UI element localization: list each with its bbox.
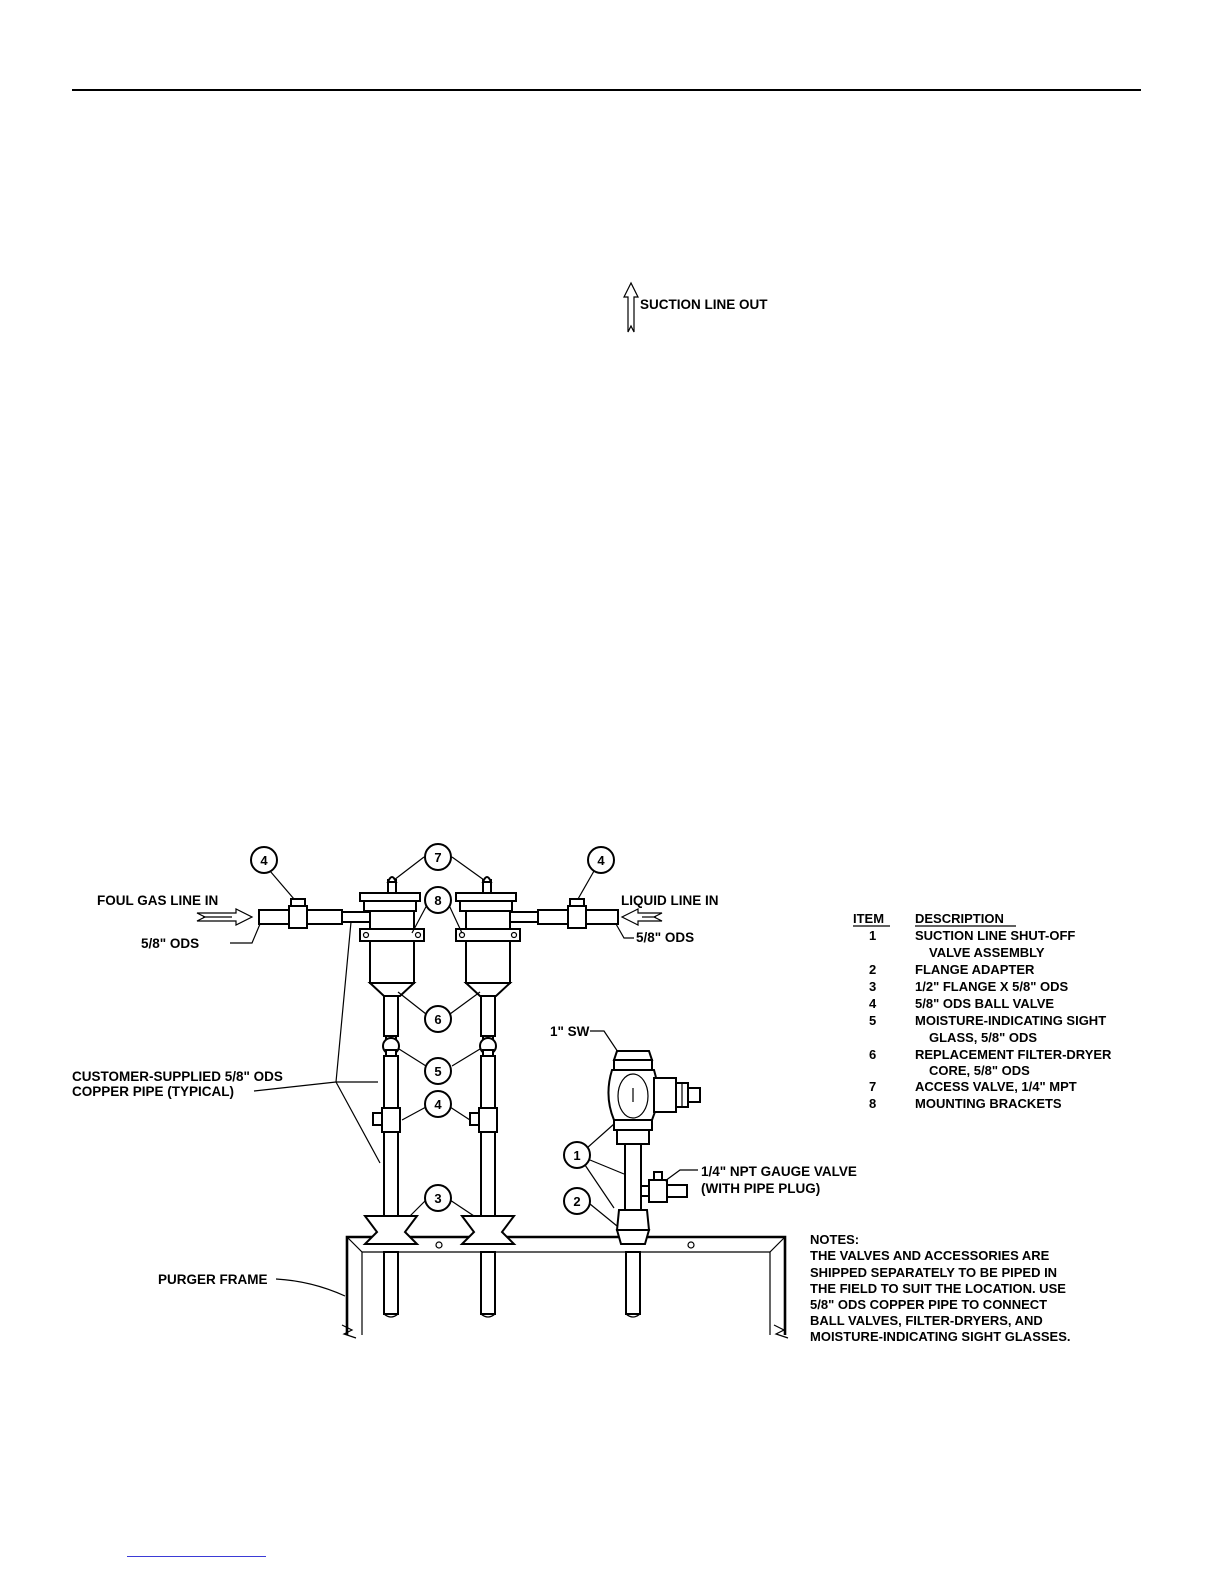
callout-5: [425, 1058, 451, 1084]
item-row-5-description: MOISTURE-INDICATING SIGHT: [915, 1013, 1107, 1028]
item-row-1-number: 1: [869, 928, 877, 943]
right-filter-dryer-assembly: [456, 877, 520, 1317]
callout-2-text: 2: [573, 1194, 581, 1209]
callout-8-text: 8: [434, 893, 442, 908]
item-row-1-description: SUCTION LINE SHUT-OFF: [915, 928, 1076, 943]
callout-5-text: 5: [434, 1064, 442, 1079]
notes-line-4: 5/8" ODS COPPER PIPE TO CONNECT: [810, 1297, 1048, 1312]
foul-gas-inlet-line: [197, 899, 370, 928]
callout-7-text: 7: [434, 850, 442, 865]
diagram-labels: [72, 297, 860, 1287]
purger-frame-label: PURGER FRAME: [158, 1272, 268, 1287]
left-filter-dryer-assembly: [360, 877, 424, 1317]
callout-6: [425, 1006, 451, 1032]
callout-1: [564, 1142, 590, 1168]
liquid-line-in-label: LIQUID LINE IN: [621, 893, 719, 908]
callout-7: [425, 844, 451, 870]
item-row-3-description: 1/2" FLANGE X 5/8" ODS: [915, 979, 1069, 994]
item-table: [853, 911, 1112, 1111]
callout-1-text: 1: [573, 1148, 581, 1163]
gauge-valve-label-line2: (WITH PIPE PLUG): [701, 1181, 821, 1196]
item-row-6-number: 6: [869, 1047, 877, 1062]
callout-4-right-text: 4: [597, 853, 605, 868]
callout-6-text: 6: [434, 1012, 442, 1027]
callout-4-right: [588, 847, 614, 873]
item-row-6-description: REPLACEMENT FILTER-DRYER: [915, 1047, 1112, 1062]
callout-4-mid-text: 4: [434, 1097, 442, 1112]
one-inch-sw-label: 1" SW: [550, 1024, 590, 1039]
notes-heading: NOTES:: [810, 1232, 860, 1247]
customer-pipe-label-line2: COPPER PIPE (TYPICAL): [72, 1084, 235, 1099]
notes-line-3: THE FIELD TO SUIT THE LOCATION. USE: [810, 1281, 1066, 1296]
callout-8: [425, 887, 451, 913]
item-row-1-continuation: VALVE ASSEMBLY: [929, 945, 1045, 960]
item-row-6-continuation: CORE, 5/8" ODS: [929, 1063, 1030, 1078]
liquid-ods-label: 5/8" ODS: [636, 930, 695, 945]
item-row-7-description: ACCESS VALVE, 1/4" MPT: [915, 1079, 1077, 1094]
item-row-4-number: 4: [869, 996, 877, 1011]
foul-gas-ods-label: 5/8" ODS: [141, 936, 200, 951]
item-table-header-description: DESCRIPTION: [915, 911, 1004, 926]
item-table-header-item: ITEM: [853, 911, 885, 926]
item-row-7-number: 7: [869, 1079, 877, 1094]
callout-2: [564, 1188, 590, 1214]
callout-4-left-text: 4: [260, 853, 268, 868]
callout-4-mid: [425, 1091, 451, 1117]
item-row-2-number: 2: [869, 962, 877, 977]
item-row-5-continuation: GLASS, 5/8" ODS: [929, 1030, 1038, 1045]
item-row-3-number: 3: [869, 979, 877, 994]
suction-line-out-label: SUCTION LINE OUT: [640, 297, 768, 312]
item-row-8-number: 8: [869, 1096, 877, 1111]
notes-line-2: SHIPPED SEPARATELY TO BE PIPED IN: [810, 1265, 1058, 1280]
notes-line-1: THE VALVES AND ACCESSORIES ARE: [810, 1248, 1050, 1263]
gauge-valve-label-line1: 1/4" NPT GAUGE VALVE: [701, 1164, 857, 1179]
item-row-4-description: 5/8" ODS BALL VALVE: [915, 996, 1055, 1011]
item-row-2-description: FLANGE ADAPTER: [915, 962, 1035, 977]
customer-pipe-label-line1: CUSTOMER-SUPPLIED 5/8" ODS: [72, 1069, 283, 1084]
callout-3: [425, 1185, 451, 1211]
item-row-8-description: MOUNTING BRACKETS: [915, 1096, 1062, 1111]
suction-line-assembly: [608, 283, 700, 1317]
notes-line-5: BALL VALVES, FILTER-DRYERS, AND: [810, 1313, 1043, 1328]
callout-4-left: [251, 847, 277, 873]
foul-gas-line-in-label: FOUL GAS LINE IN: [97, 893, 219, 908]
notes-block: [810, 1232, 1071, 1344]
callout-3-text: 3: [434, 1191, 442, 1206]
purger-frame-drawing: [342, 1237, 788, 1338]
notes-line-6: MOISTURE-INDICATING SIGHT GLASSES.: [810, 1329, 1071, 1344]
item-row-5-number: 5: [869, 1013, 877, 1028]
